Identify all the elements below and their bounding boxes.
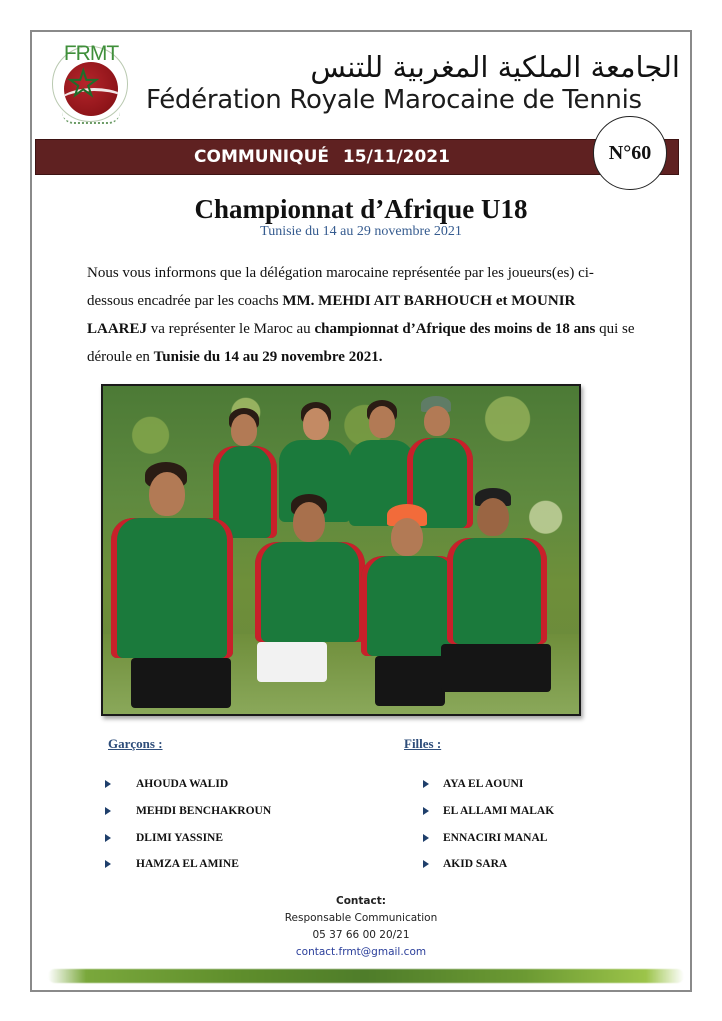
- bullet-arrow-icon: [105, 834, 111, 842]
- federation-title-arabic: الجامعة الملكية المغربية للتنس: [310, 50, 680, 84]
- communique-number: N°60: [608, 141, 652, 164]
- federation-title-french: Fédération Royale Marocaine de Tennis: [146, 85, 642, 115]
- bullet-arrow-icon: [423, 807, 429, 815]
- list-item: EL ALLAMI MALAK: [423, 798, 554, 825]
- grass-divider: [48, 969, 684, 983]
- document-title: Championnat d’Afrique U18: [194, 194, 528, 224]
- list-item: ENNACIRI MANAL: [423, 824, 554, 851]
- bullet-arrow-icon: [423, 834, 429, 842]
- team-photo: [101, 384, 581, 716]
- girls-heading: Filles :: [404, 736, 442, 751]
- event-name: championnat d’Afrique des moins de 18 ans: [314, 321, 596, 337]
- bullet-arrow-icon: [423, 780, 429, 788]
- bullet-arrow-icon: [105, 780, 111, 788]
- event-location-dates: Tunisie du 14 au 29 novembre 2021.: [153, 349, 383, 365]
- girls-list: [423, 771, 554, 878]
- boys-heading: Garçons :: [108, 736, 163, 751]
- bullet-arrow-icon: [423, 860, 429, 868]
- list-item: AHOUDA WALID: [105, 771, 271, 798]
- frmt-logo: [46, 40, 134, 128]
- contact-phone: 05 37 66 00 20/21: [312, 929, 410, 941]
- logo-text: FRMT: [63, 42, 119, 65]
- contact-role: Responsable Communication: [284, 912, 438, 924]
- contact-block: [0, 893, 722, 961]
- contact-email-link[interactable]: contact.frmt@gmail.com: [295, 946, 427, 958]
- communique-date: COMMUNIQUÉ 15/11/2021: [194, 147, 450, 167]
- body-paragraph: Nous vous informons que la délégation marocaine représentée par les joueurs(es) ci-dessous encadrée par les coachs MM. MEHDI AIT BARHOUCH et MOUNIR LAAREJ va représenter le Maroc au championnat d’Afrique des moins de 18 ans qui se déroule en Tunisie du 14 au 29 novembre 2021.: [87, 265, 635, 365]
- list-item: HAMZA EL AMINE: [105, 851, 271, 878]
- communique-banner: [35, 139, 679, 175]
- list-item: DLIMI YASSINE: [105, 824, 271, 851]
- boys-list: [105, 771, 271, 878]
- bullet-arrow-icon: [105, 807, 111, 815]
- list-item: AYA EL AOUNI: [423, 771, 554, 798]
- document-subtitle: Tunisie du 14 au 29 novembre 2021: [260, 224, 462, 239]
- logo-caption: [62, 112, 120, 124]
- contact-label: Contact:: [336, 895, 386, 907]
- coaches-names: MM. MEHDI AIT BARHOUCH et MOUNIR LAAREJ: [87, 293, 576, 337]
- bullet-arrow-icon: [105, 860, 111, 868]
- communique-number-badge: [593, 116, 667, 190]
- star-icon: ★: [68, 66, 99, 103]
- list-item: AKID SARA: [423, 851, 554, 878]
- list-item: MEHDI BENCHAKROUN: [105, 798, 271, 825]
